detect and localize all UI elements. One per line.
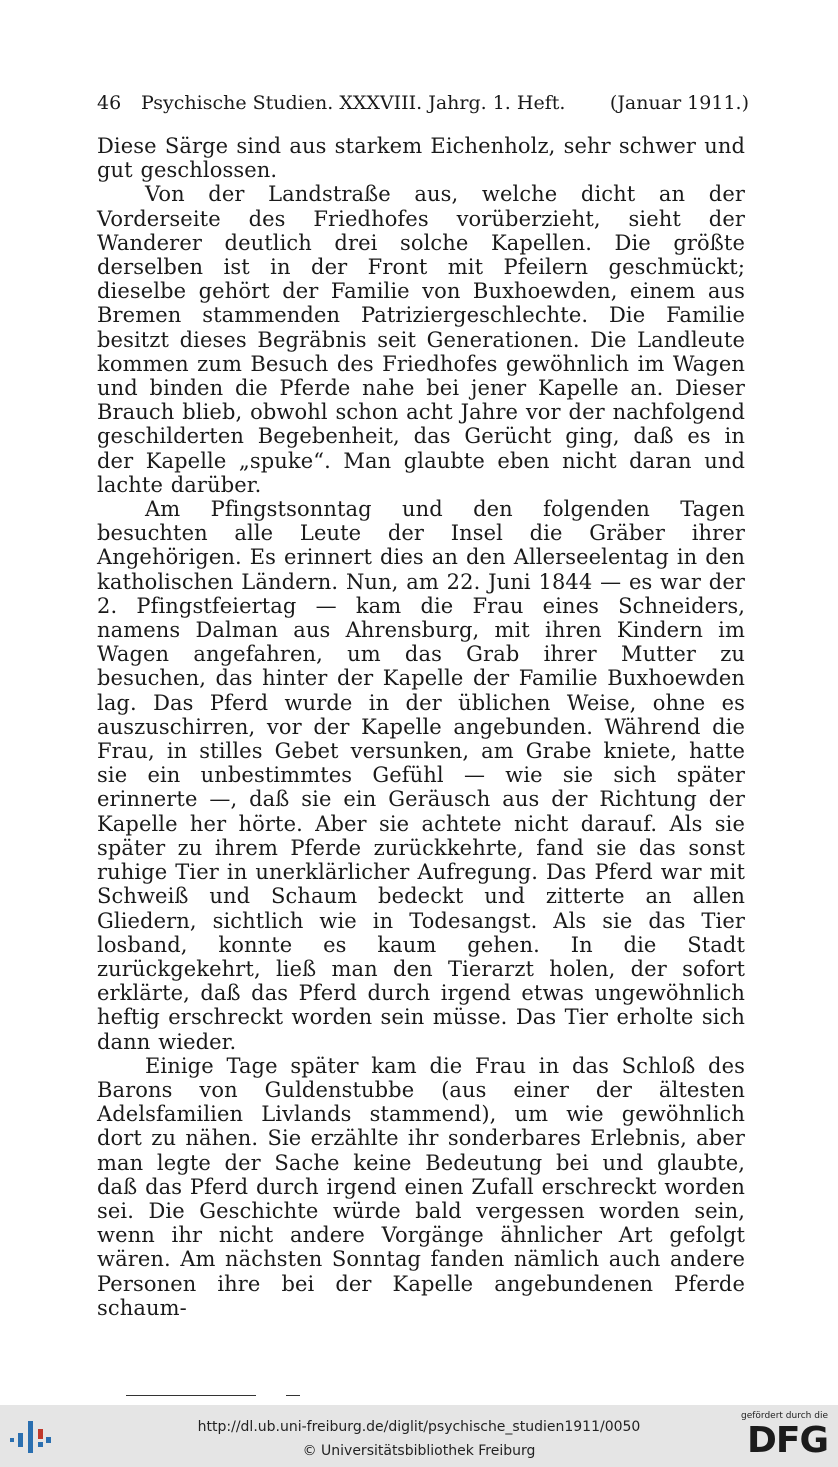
running-header — [97, 88, 749, 118]
dfg-mark: DFG — [746, 1420, 828, 1461]
viewer-footer — [0, 1405, 838, 1467]
issue-date: (Januar 1911.) — [609, 92, 749, 114]
footnote-rule-short — [286, 1395, 300, 1396]
funder-tagline: gefördert durch die — [741, 1411, 828, 1421]
source-url-link[interactable]: http://dl.ub.uni-freiburg.de/diglit/psychische_studien1911/0050 — [197, 1419, 641, 1435]
dfg-logo[interactable] — [736, 1411, 828, 1465]
body-text — [97, 134, 745, 1320]
paragraph-3: Am Pfingstsonntag und den folgenden Tagen besuchten alle Leute der Insel die Gräber ihrer Angehörigen. Es erinnert dies an den Allerseelentag in den katholischen Ländern. Nun, am 22. Juni 1844 — es war der 2. Pfingstfeiertag — kam die Frau eines Schneiders, namens Dalman aus Ahrensburg, mit ihren Kindern im Wagen angefahren, um das Grab ihrer Mutter zu besuchen, das hinter der Kapelle der Familie Buxhoewden lag. Das Pferd wurde in der üblichen Weise, ohne es auszuschirren, vor der Kapelle angebunden. Während die Frau, in stilles Gebet versunken, am Grabe kniete, hatte sie ein unbestimmtes Gefühl — wie sie sich später erinnerte —, daß sie ein Geräusch aus der Richtung der Kapelle her hörte. Aber sie achtete nicht darauf. Als sie später zu ihrem Pferde zurückkehrte, fand sie das sonst ruhige Tier in unerklärlicher Aufregung. Das Pferd war mit Schweiß und Schaum bedeckt und zitterte an allen Gliedern, sichtlich wie in Todesangst. Als sie das Tier losband, konnte es kaum gehen. In die Stadt zurückgekehrt, ließ man den Tierarzt holen, der sofort erklärte, daß das Pferd durch irgend etwas ungewöhnlich heftig erschreckt worden sein müsse. Das Tier erholte sich dann wieder. — [97, 497, 745, 1054]
footnote-rule — [126, 1395, 256, 1396]
paragraph-4: Einige Tage später kam die Frau in das Schloß des Barons von Guldenstubbe (aus einer der ältesten Adelsfamilien Livlands stammend), um wie gewöhnlich dort zu nähen. Sie erzählte ihr sonderbares Erlebnis, aber man legte der Sache keine Bedeutung bei und glaubte, daß das Pferd durch irgend einen Zufall erschreckt worden sei. Die Geschichte würde bald vergessen worden sein, wenn ihr nicht andere Vorgänge ähnlicher Art gefolgt wären. Am nächsten Sonntag fanden nämlich auch andere Personen ihre bei der Kapelle angebundenen Pferde schaum- — [97, 1053, 745, 1320]
paragraph-1: Diese Särge sind aus starkem Eichenholz, sehr schwer und gut geschlossen. — [97, 134, 745, 183]
paragraph-2: Von der Landstraße aus, welche dicht an der Vorderseite des Friedhofes vorüberzieht, sieht der Wanderer deutlich drei solche Kapellen. Die größte derselben ist in der Front mit Pfeilern geschmückt; dieselbe gehört der Familie von Buxhoewden, einem aus Bremen stammenden Patriziergeschlechte. Die Familie besitzt dieses Begräbnis seit Generationen. Die Landleute kommen zum Besuch des Friedhofes gewöhnlich im Wagen und binden die Pferde nahe bei jener Kapelle an. Dieser Brauch blieb, obwohl schon acht Jahre vor der nachfolgend geschilderten Begebenheit, das Gerücht ging, daß es in der Kapelle „spuke“. Man glaubte eben nicht daran und lachte darüber. — [97, 182, 745, 497]
page-number: 46 — [97, 92, 122, 114]
journal-title: Psychische Studien. XXXVIII. Jahrg. 1. Heft. — [141, 92, 566, 114]
copyright-notice: © Universitätsbibliothek Freiburg — [302, 1443, 536, 1459]
